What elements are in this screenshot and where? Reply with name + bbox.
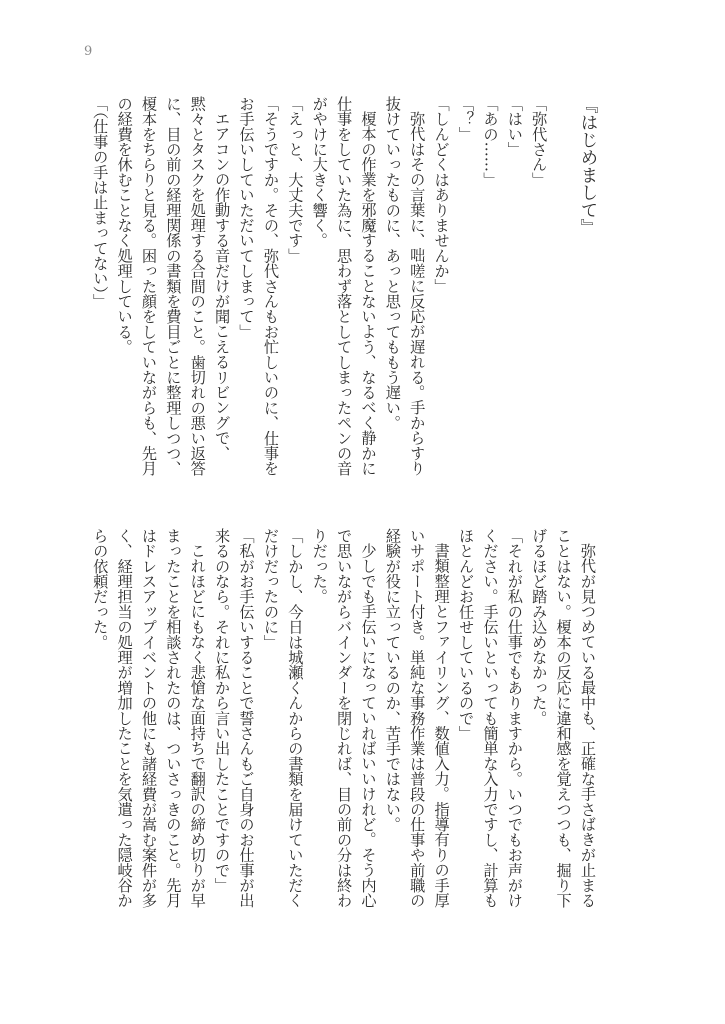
text-line: 「それが私の仕事でもありますから。いつでもお声がけ (505, 528, 524, 908)
text-line: く、経理担当の処理が増加したことを気遣った隠岐谷か (115, 528, 134, 908)
text-line: 「弥代さん」 (530, 96, 549, 188)
text-line: 「私がお手伝いすることで誓さんもご自身のお仕事が出 (237, 528, 256, 908)
text-line: 「しんどくはありませんか」 (432, 96, 451, 294)
text-line: の経費を休むことなく処理している。 (115, 96, 134, 355)
text-line: 榎本をちらりと見る。困った顔をしていながらも、先月 (139, 96, 158, 476)
text-line: これほどにもなく悲愴な面持ちで翻訳の締め切りが早 (188, 543, 207, 908)
text-line: 「えっと、大丈夫です」 (286, 96, 305, 264)
text-line: 「（仕事の手は止まってない）」 (91, 96, 110, 309)
chapter-title: 『はじめまして』 (578, 96, 598, 236)
blank-line (551, 96, 575, 496)
text-line: いサポート付き。単純な事務作業は普段の仕事や前職の (408, 528, 427, 908)
text-line: 「あの……」 (481, 96, 500, 188)
text-line: だけだったのに」 (261, 528, 280, 650)
text-line: 経験が役に立っているのか、苦手ではない。 (383, 528, 402, 832)
text-line: 弥代はその言葉に、咄嗟に反応が遅れる。手からすり (408, 111, 427, 476)
text-line: ください。手伝いといっても簡単な入力ですし、計算も (481, 528, 500, 908)
page-number: 9 (84, 44, 93, 59)
text-line: らの依頼だった。 (91, 528, 110, 650)
text-block-top (88, 96, 600, 496)
text-line: 書類整理とファイリング、数値入力。指導有りの手厚 (432, 543, 451, 908)
text-line: ことはない。榎本の反応に違和感を覚えつつも、掘り下 (554, 528, 573, 908)
text-line: 黙々とタスクを処理する合間のこと。歯切れの悪い返答 (188, 96, 207, 476)
text-line: エアコンの作動する音だけが聞こえるリビングで、 (213, 111, 232, 461)
text-line: がやけに大きく響く。 (310, 96, 329, 248)
text-line: まったことを相談されたのは、ついさっきのこと。先月 (164, 528, 183, 908)
text-line: 「はい」 (505, 96, 524, 157)
text-line: げるほど踏み込めなかった。 (530, 528, 549, 726)
text-line: りだった。 (310, 528, 329, 604)
text-block-bottom (88, 528, 600, 928)
text-line: で思いながらバインダーを閉じれば、目の前の分は終わ (335, 528, 354, 909)
text-line: に、目の前の経理関係の書類を費目ごとに整理しつつ、 (164, 96, 183, 476)
text-line: ほとんどお任せしているので」 (457, 528, 476, 741)
text-line: はドレスアップイベントの他にも諸経費が嵩む案件が多 (139, 528, 158, 908)
text-line: 「しかし、今日は城瀬くんからの書類を届けていただく (286, 528, 305, 908)
text-line: 弥代が見つめている最中も、正確な手さばきが止まる (579, 543, 597, 908)
text-line: 仕事をしていた為に、思わず落としてしまったペンの音 (335, 96, 354, 476)
text-line: 「そうですか。その、弥代さんもお忙しいのに、仕事を (261, 96, 280, 476)
text-line: 来るのなら。それに私から言い出したことですので」 (213, 528, 232, 893)
text-line: 少しでも手伝いになっていればいいけれど。そう内心 (359, 543, 378, 908)
text-line: 抜けていったものに、あっと思ってももう遅い。 (383, 96, 402, 431)
text-line: お手伝いしていただいてしまって」 (237, 96, 256, 340)
text-line: 「？」 (457, 96, 476, 142)
text-line: 榎本の作業を邪魔することないよう、なるべく静かに (359, 111, 378, 476)
